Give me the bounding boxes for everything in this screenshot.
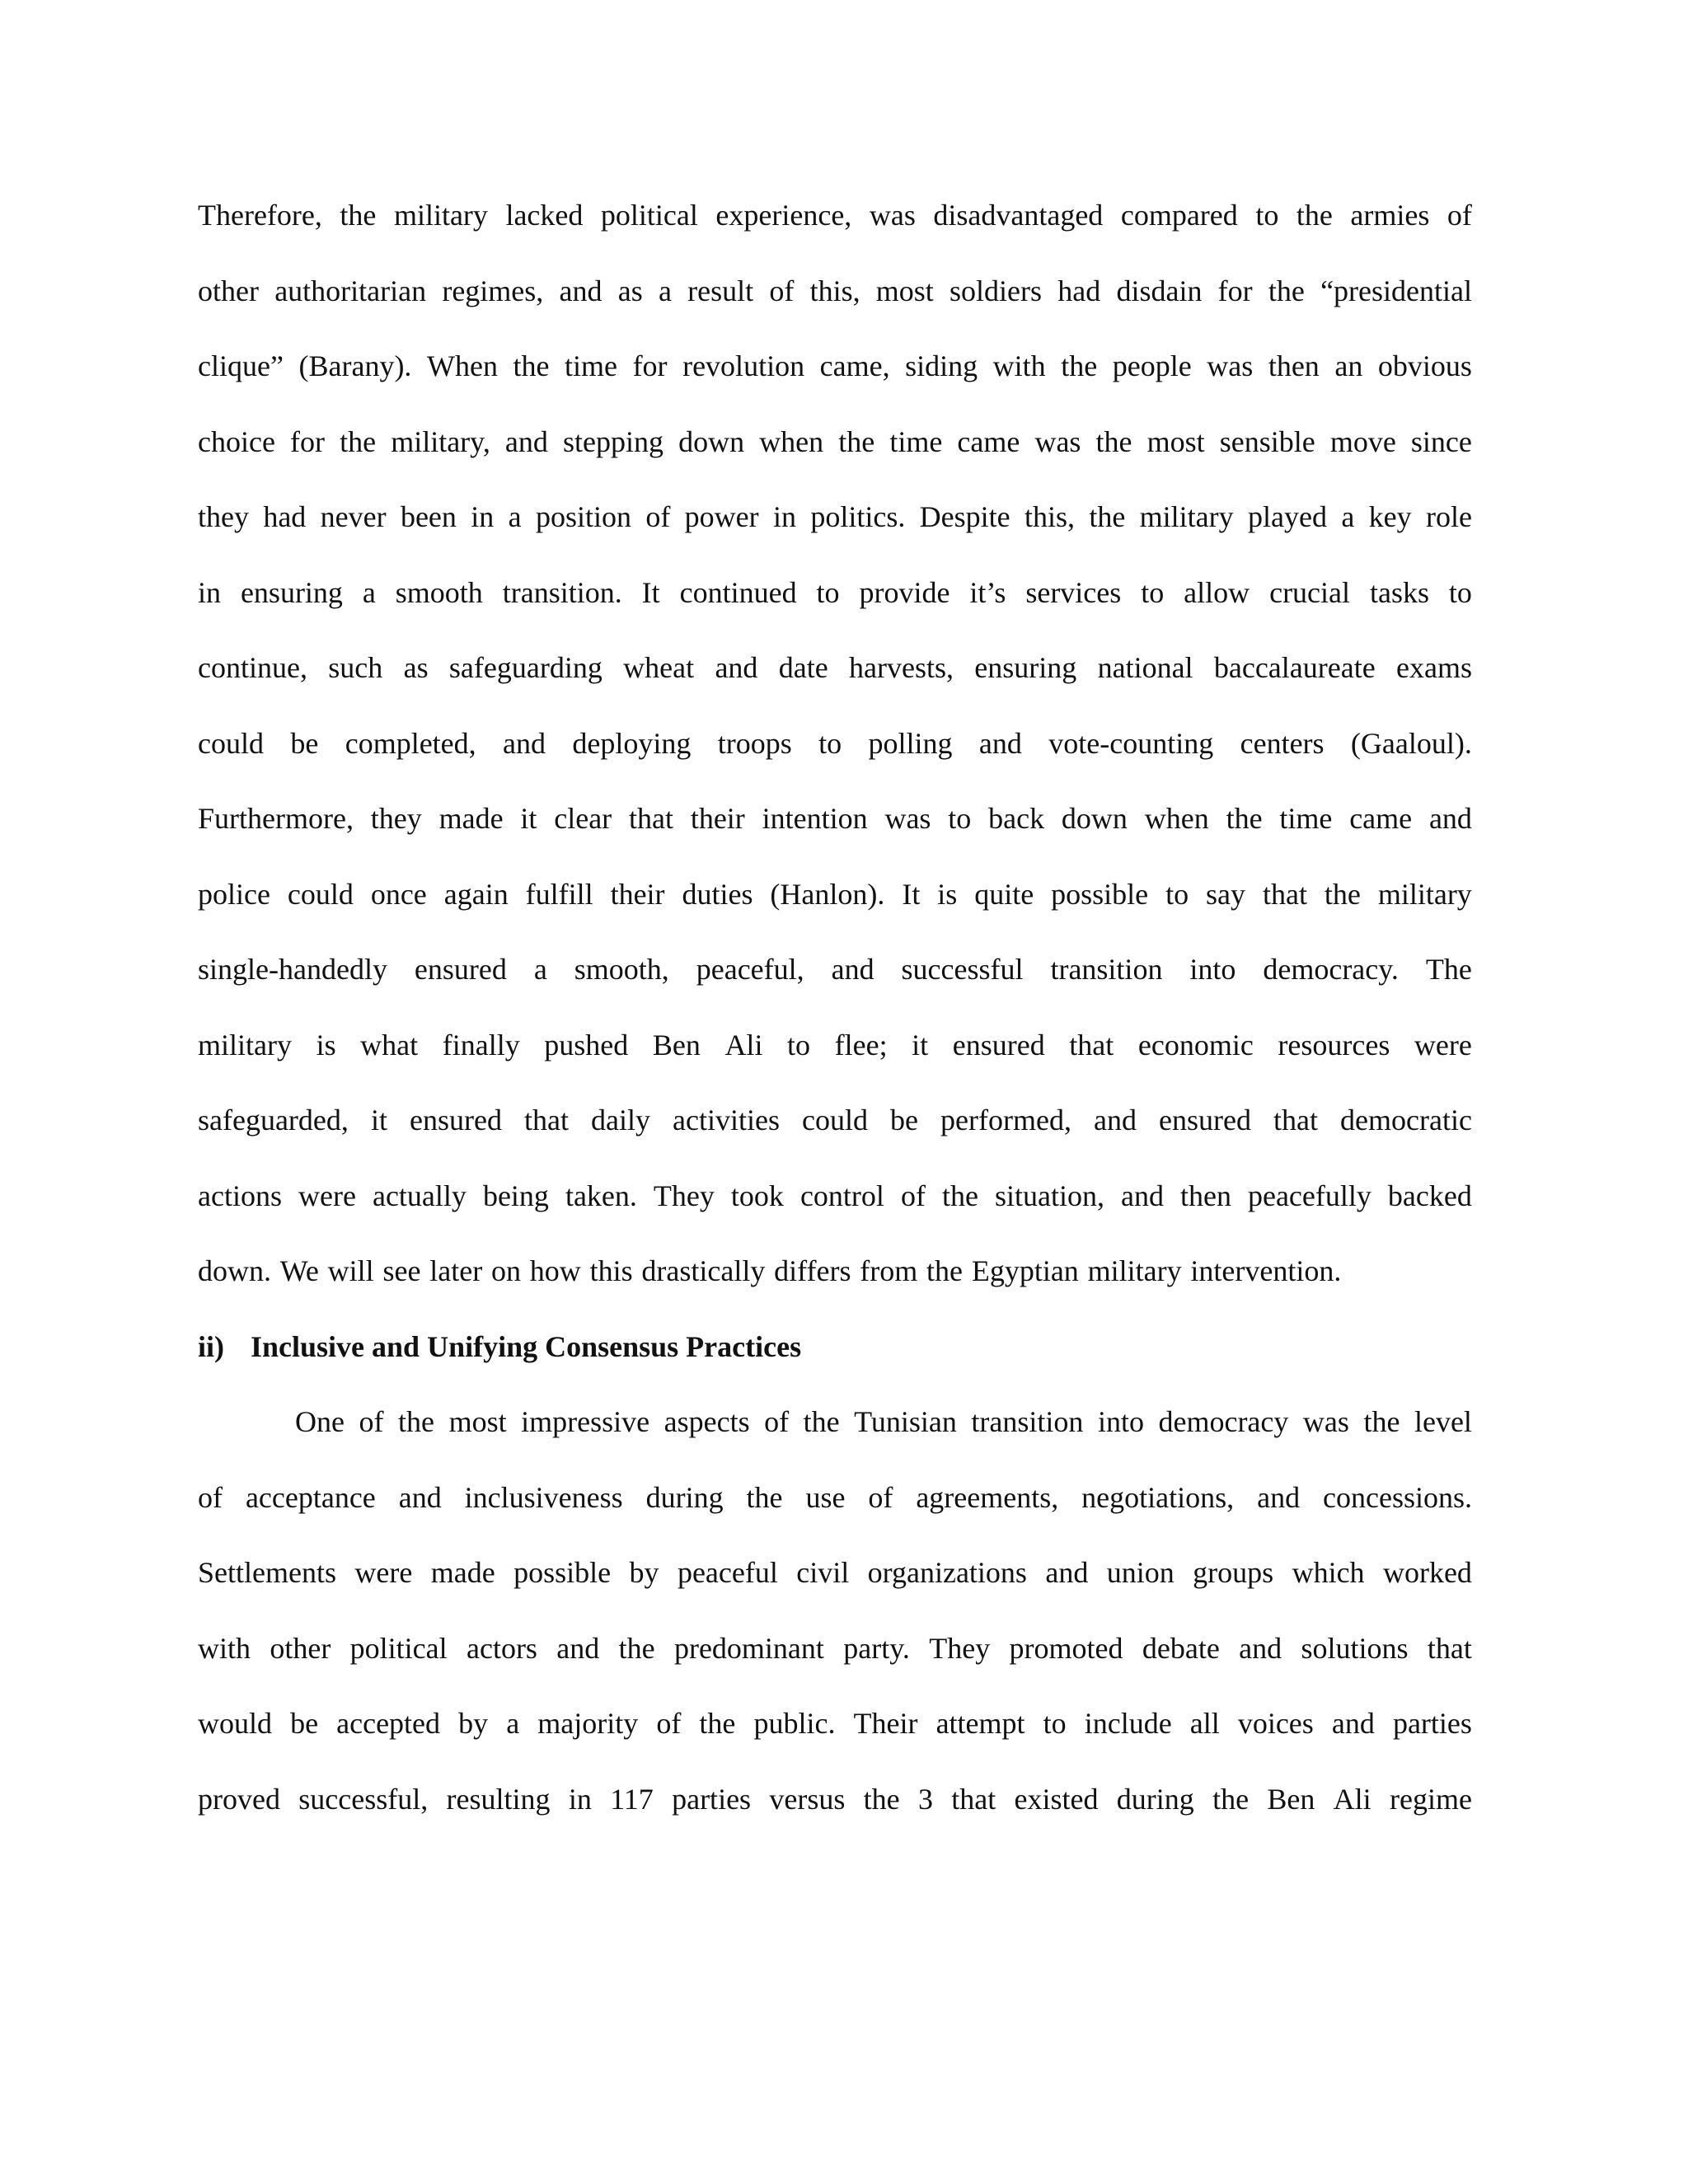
section-heading-number: ii)	[198, 1329, 224, 1363]
text-line: safeguarded, it ensured that daily activities could be performed, and ensured that democratic	[198, 1104, 1472, 1137]
text-line: down. We will see later on how this drastically differs from the Egyptian military intervention.	[198, 1254, 1342, 1287]
text-line: of acceptance and inclusiveness during the use of agreements, negotiations, and concessions.	[198, 1480, 1472, 1514]
text-line: would be accepted by a majority of the public. Their attempt to include all voices and parties	[198, 1707, 1472, 1740]
text-line: could be completed, and deploying troops to polling and vote-counting centers (Gaaloul).	[198, 726, 1472, 760]
text-line: military is what finally pushed Ben Ali to flee; it ensured that economic resources were	[198, 1028, 1472, 1062]
text-line: Furthermore, they made it clear that their intention was to back down when the time came and	[198, 802, 1472, 835]
paragraph-consensus	[198, 1397, 1472, 1849]
text-line: police could once again fulfill their duties (Hanlon). It is quite possible to say that the military	[198, 877, 1472, 911]
text-line: other authoritarian regimes, and as a result of this, most soldiers had disdain for the “presidential	[198, 274, 1472, 307]
section-heading	[198, 1322, 1472, 1398]
document-body	[198, 190, 1472, 1849]
text-line: in ensuring a smooth transition. It continued to provide it’s services to allow crucial tasks to	[198, 575, 1472, 609]
text-line: continue, such as safeguarding wheat and date harvests, ensuring national baccalaureate exams	[198, 651, 1472, 684]
text-line: Therefore, the military lacked political experience, was disadvantaged compared to the armies of	[198, 199, 1472, 232]
text-line: choice for the military, and stepping down when the time came was the most sensible move since	[198, 424, 1472, 458]
text-line: One of the most impressive aspects of the Tunisian transition into democracy was the level	[295, 1405, 1472, 1438]
paragraph-military	[198, 190, 1472, 1322]
text-line: Settlements were made possible by peaceful civil organizations and union groups which worked	[198, 1556, 1472, 1589]
text-line: actions were actually being taken. They took control of the situation, and then peacefully backed	[198, 1179, 1472, 1212]
text-line: they had never been in a position of power in politics. Despite this, the military played a key role	[198, 500, 1472, 533]
text-line: with other political actors and the predominant party. They promoted debate and solutions that	[198, 1631, 1472, 1665]
section-heading-title: Inclusive and Unifying Consensus Practices	[251, 1329, 802, 1363]
text-line: clique” (Barany). When the time for revolution came, siding with the people was then an obvious	[198, 349, 1472, 382]
text-line: single-handedly ensured a smooth, peaceful, and successful transition into democracy. The	[198, 953, 1472, 986]
text-line: proved successful, resulting in 117 parties versus the 3 that existed during the Ben Ali regime	[198, 1782, 1472, 1816]
